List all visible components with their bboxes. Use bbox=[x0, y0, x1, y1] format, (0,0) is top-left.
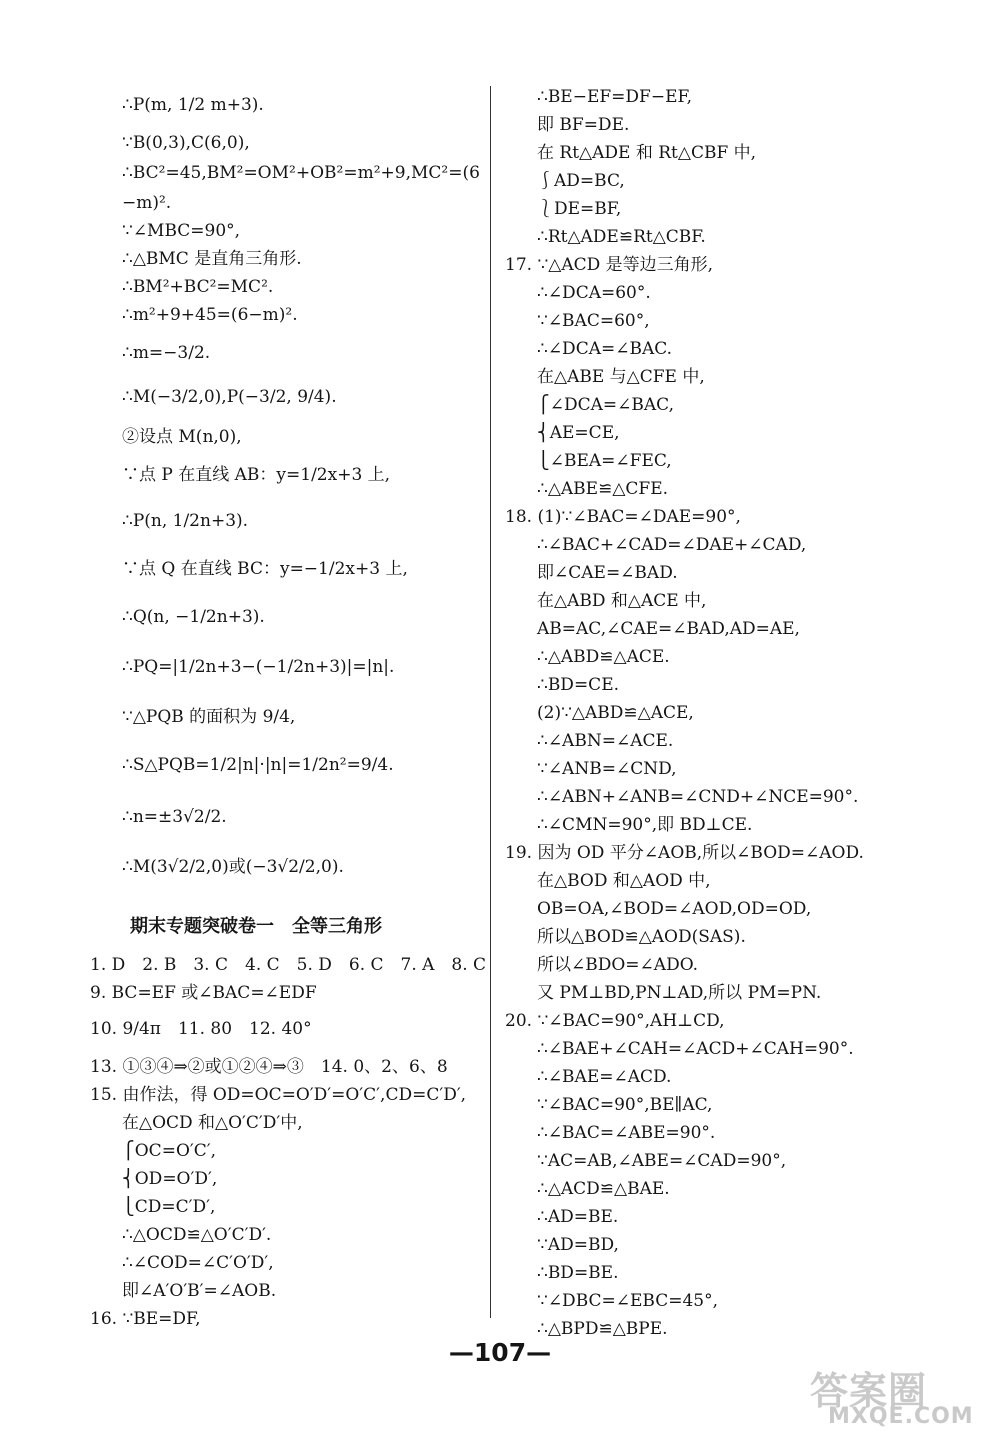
solution-line: ∵∠DBC=∠EBC=45°, bbox=[537, 1291, 718, 1311]
solution-line: ∴△BPD≌△BPE. bbox=[537, 1319, 668, 1339]
solution-line: ∴BE−EF=DF−EF, bbox=[537, 87, 693, 107]
solution-line: 10. 9/4π 11. 80 12. 40° bbox=[90, 1019, 312, 1039]
solution-line: 17. ∵△ACD 是等边三角形, bbox=[505, 255, 714, 275]
solution-line: ∴△ABD≌△ACE. bbox=[537, 647, 670, 667]
solution-line: ∴P(n, 1/2n+3). bbox=[122, 511, 249, 531]
solution-line: 即∠CAE=∠BAD. bbox=[537, 563, 678, 583]
solution-line: ⎩CD=C′D′, bbox=[122, 1197, 216, 1217]
solution-line: ∴n=±3√2/2. bbox=[122, 807, 227, 827]
solution-line: ∴AD=BE. bbox=[537, 1207, 619, 1227]
solution-line: 所以∠BDO=∠ADO. bbox=[537, 955, 699, 975]
section-title: 期末专题突破卷一 全等三角形 bbox=[130, 916, 382, 937]
solution-line: ∴△OCD≌△O′C′D′. bbox=[122, 1225, 272, 1245]
solution-line: ∴BM²+BC²=MC². bbox=[122, 277, 274, 297]
solution-line: ∵点 P 在直线 AB：y=1/2x+3 上, bbox=[122, 465, 391, 485]
solution-line: 在 Rt△ADE 和 Rt△CBF 中, bbox=[537, 143, 757, 163]
solution-line: 13. ①③④⇒②或①②④⇒③ 14. 0、2、6、8 bbox=[90, 1057, 448, 1077]
solution-line: 9. BC=EF 或∠BAC=∠EDF bbox=[90, 983, 317, 1003]
page-number: —107— bbox=[448, 1338, 552, 1367]
solution-line: 20. ∵∠BAC=90°,AH⊥CD, bbox=[505, 1011, 725, 1031]
watermark-url: MXQE.COM bbox=[828, 1404, 974, 1429]
solution-line: ⎱DE=BF, bbox=[537, 199, 622, 219]
solution-line: ∴BD=CE. bbox=[537, 675, 620, 695]
solution-line: ∴BC²=45,BM²=OM²+OB²=m²+9,MC²=(6 bbox=[122, 163, 480, 183]
solution-line: ∴∠BAC=∠ABE=90°. bbox=[537, 1123, 716, 1143]
solution-line: ∴∠CMN=90°,即 BD⊥CE. bbox=[537, 815, 753, 835]
solution-line: 在△ABD 和△ACE 中, bbox=[537, 591, 707, 611]
solution-line: ∴P(m, 1/2 m+3). bbox=[122, 95, 264, 115]
solution-line: AB=AC,∠CAE=∠BAD,AD=AE, bbox=[537, 619, 800, 639]
solution-line: ∵点 Q 在直线 BC：y=−1/2x+3 上, bbox=[122, 559, 408, 579]
solution-line: ⎧OC=O′C′, bbox=[122, 1141, 217, 1161]
solution-line: ∴Q(n, −1/2n+3). bbox=[122, 607, 265, 627]
solution-line: ∵∠BAC=90°,BE∥AC, bbox=[537, 1095, 713, 1115]
solution-line: ∴m=−3/2. bbox=[122, 343, 211, 363]
solution-line: 即∠A′O′B′=∠AOB. bbox=[122, 1281, 277, 1301]
solution-line: 16. ∵BE=DF, bbox=[90, 1309, 201, 1329]
solution-line: ∴Rt△ADE≌Rt△CBF. bbox=[537, 227, 706, 247]
solution-line: ∵∠MBC=90°, bbox=[122, 221, 241, 241]
solution-line: ∴∠BAC+∠CAD=∠DAE+∠CAD, bbox=[537, 535, 807, 555]
solution-line: ∴∠DCA=60°. bbox=[537, 283, 651, 303]
solution-line: ∴△ABE≌△CFE. bbox=[537, 479, 669, 499]
solution-line: ∵∠ANB=∠CND, bbox=[537, 759, 677, 779]
solution-line: ∴M(3√2/2,0)或(−3√2/2,0). bbox=[122, 857, 344, 877]
solution-line: ∵AD=BD, bbox=[537, 1235, 619, 1255]
solution-line: 又 PM⊥BD,PN⊥AD,所以 PM=PN. bbox=[537, 983, 822, 1003]
solution-line: 在△OCD 和△O′C′D′中, bbox=[122, 1113, 303, 1133]
solution-line: ∴M(−3/2,0),P(−3/2, 9/4). bbox=[122, 387, 337, 407]
solution-line: ⎨AE=CE, bbox=[537, 423, 620, 443]
solution-line: ∴S△PQB=1/2|n|·|n|=1/2n²=9/4. bbox=[122, 755, 394, 775]
solution-line: ∴∠ABN+∠ANB=∠CND+∠NCE=90°. bbox=[537, 787, 859, 807]
solution-line: 18. (1)∵∠BAC=∠DAE=90°, bbox=[505, 507, 741, 527]
solution-line: 即 BF=DE. bbox=[537, 115, 630, 135]
solution-line: 19. 因为 OD 平分∠AOB,所以∠BOD=∠AOD. bbox=[505, 843, 864, 863]
solution-line: ⎩∠BEA=∠FEC, bbox=[537, 451, 672, 471]
solution-line: ∵△PQB 的面积为 9/4, bbox=[122, 707, 296, 727]
solution-line: ∴m²+9+45=(6−m)². bbox=[122, 305, 298, 325]
solution-line: ∴∠COD=∠C′O′D′, bbox=[122, 1253, 274, 1273]
column-divider bbox=[490, 86, 491, 1318]
solution-line: 所以△BOD≌△AOD(SAS). bbox=[537, 927, 746, 947]
solution-line: ∴△BMC 是直角三角形. bbox=[122, 249, 302, 269]
solution-line: ∴∠ABN=∠ACE. bbox=[537, 731, 674, 751]
solution-line: ∵AC=AB,∠ABE=∠CAD=90°, bbox=[537, 1151, 787, 1171]
solution-line: ⎨OD=O′D′, bbox=[122, 1169, 218, 1189]
solution-line: 在△BOD 和△AOD 中, bbox=[537, 871, 711, 891]
solution-line: 15. 由作法，得 OD=OC=O′D′=O′C′,CD=C′D′, bbox=[90, 1085, 467, 1105]
solution-line: ∵∠BAC=60°, bbox=[537, 311, 650, 331]
solution-line: ∴∠BAE+∠CAH=∠ACD+∠CAH=90°. bbox=[537, 1039, 854, 1059]
solution-line: ∴△ACD≌△BAE. bbox=[537, 1179, 670, 1199]
solution-line: ∴BD=BE. bbox=[537, 1263, 619, 1283]
solution-line: ②设点 M(n,0), bbox=[122, 427, 242, 447]
watermark-text: 答案圈 bbox=[810, 1369, 928, 1413]
solution-line: ∵B(0,3),C(6,0), bbox=[122, 133, 250, 153]
solution-line: 1. D 2. B 3. C 4. C 5. D 6. C 7. A 8. C bbox=[90, 955, 487, 975]
solution-line: ⎰AD=BC, bbox=[537, 171, 625, 191]
solution-line: ⎧∠DCA=∠BAC, bbox=[537, 395, 674, 415]
solution-line: ∴∠DCA=∠BAC. bbox=[537, 339, 673, 359]
solution-line: OB=OA,∠BOD=∠AOD,OD=OD, bbox=[537, 899, 812, 919]
watermark-logo bbox=[808, 1360, 988, 1432]
solution-line: (2)∵△ABD≌△ACE, bbox=[537, 703, 694, 723]
solution-line: ∴∠BAE=∠ACD. bbox=[537, 1067, 672, 1087]
solution-line: ∴PQ=|1/2n+3−(−1/2n+3)|=|n|. bbox=[122, 657, 395, 677]
solution-line: −m)². bbox=[122, 193, 172, 213]
solution-line: 在△ABE 与△CFE 中, bbox=[537, 367, 705, 387]
